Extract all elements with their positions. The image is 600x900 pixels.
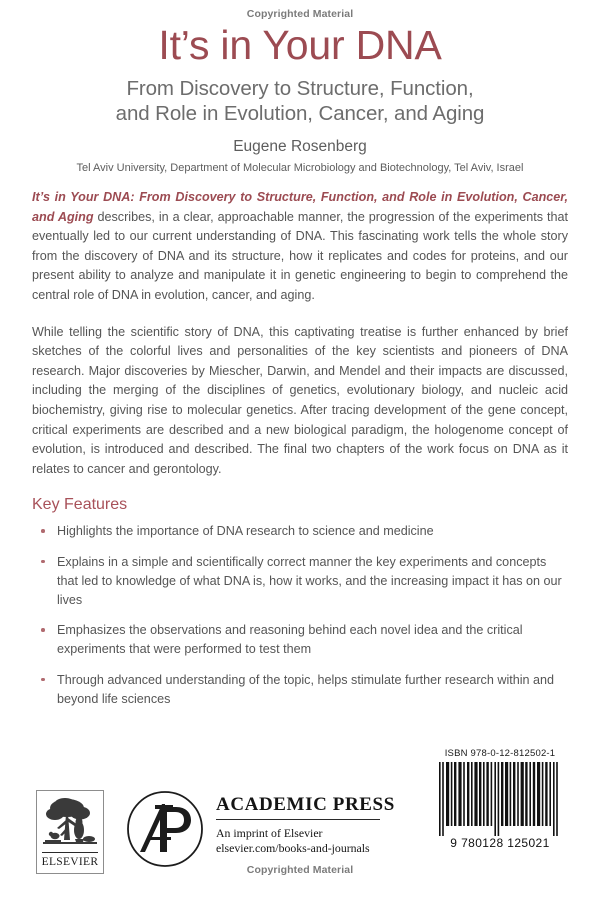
copyright-banner-bottom: Copyrighted Material bbox=[246, 864, 354, 876]
list-item-label: Emphasizes the observations and reasoning behind each novel idea and the critical experiments that were performed to test them bbox=[57, 623, 523, 657]
list-item-label: Highlights the importance of DNA research to science and medicine bbox=[57, 524, 434, 539]
title-block bbox=[0, 20, 600, 174]
imprint-line: An imprint of Elsevier bbox=[216, 826, 323, 840]
key-features-heading: Key Features bbox=[32, 496, 128, 514]
author-name: Eugene Rosenberg bbox=[233, 138, 367, 155]
academic-press-divider bbox=[216, 819, 380, 820]
elsevier-tree-icon bbox=[41, 794, 99, 852]
academic-press-name: ACADEMIC PRESS bbox=[216, 794, 395, 815]
copyright-banner-top: Copyrighted Material bbox=[246, 8, 354, 20]
website-line: elsevier.com/books-and-journals bbox=[216, 841, 370, 855]
barcode bbox=[437, 762, 563, 850]
elsevier-divider bbox=[42, 852, 98, 853]
barcode-digits: 9 780128 125021 bbox=[450, 836, 550, 850]
description-section bbox=[32, 188, 568, 720]
bullet-icon bbox=[41, 560, 45, 564]
isbn-text: ISBN 978-0-12-812502-1 bbox=[444, 748, 556, 759]
list-item-label: Through advanced understanding of the topic, helps stimulate further research within and beyond life sciences bbox=[57, 672, 555, 706]
bullet-icon bbox=[41, 678, 45, 682]
list-item bbox=[32, 522, 568, 541]
list-item bbox=[32, 621, 568, 659]
barcode-bars-icon bbox=[437, 762, 563, 836]
elsevier-logo bbox=[36, 790, 104, 874]
subtitle-line-1: From Discovery to Structure, Function, bbox=[126, 77, 474, 100]
description-paragraph-1-rest: describes, in a clear, approachable manner, the progression of the experiments that eventually led to our current understanding of DNA. This fascinating work tells the whole story from the discovery of DNA and its structure, how it replicates and codes for proteins, and our present ability to analyze and manipulate it in genetic engineering to begin to comprehend the central role of DNA in evolution, cancer, and aging. bbox=[32, 209, 568, 302]
page-title: It’s in Your DNA bbox=[158, 22, 442, 68]
bullet-icon bbox=[41, 628, 45, 632]
footer-section bbox=[0, 746, 600, 876]
description-paragraph-1 bbox=[32, 188, 568, 306]
isbn-block bbox=[430, 748, 570, 850]
bullet-icon bbox=[41, 529, 45, 533]
description-paragraph-2: While telling the scientific story of DNA, this captivating treatise is further enhanced by brief sketches of the colorful lives and personalities of the key scientists and pioneers of DNA research. Major discoveries by Miescher, Darwin, and Mendel and their impacts are discussed, including the merging of the disciplines of genetics, evolutionary biology, and nucleic acid biochemistry, giving rise to molecular genetics. After tracing development of the gene concept, critical experiments are described and a new biological paradigm, the hologenome concept of evolution, is introduced and described. The final two chapters of the work focus on DNA as it relates to cancer and gerontology. bbox=[32, 324, 568, 476]
list-item-label: Explains in a simple and scientifically correct manner the key experiments and concepts that led to knowledge of what DNA is, how it works, and the increasing impact it has on our lives bbox=[57, 554, 562, 607]
list-item bbox=[32, 671, 568, 709]
academic-press-text-block bbox=[216, 794, 416, 856]
subtitle-line-2: and Role in Evolution, Cancer, and Aging bbox=[115, 102, 485, 125]
academic-press-ap-logo-icon bbox=[126, 790, 204, 868]
author-affiliation: Tel Aviv University, Department of Molecular Microbiology and Biotechnology, Tel Aviv, Israel bbox=[76, 162, 524, 174]
book-title-inline: It’s in Your DNA: From Discovery to Structure, Function, and Role in Evolution, Cancer, and Aging bbox=[32, 190, 568, 224]
list-item bbox=[32, 553, 568, 611]
key-features-list bbox=[32, 522, 568, 709]
elsevier-wordmark: ELSEVIER bbox=[41, 856, 99, 868]
